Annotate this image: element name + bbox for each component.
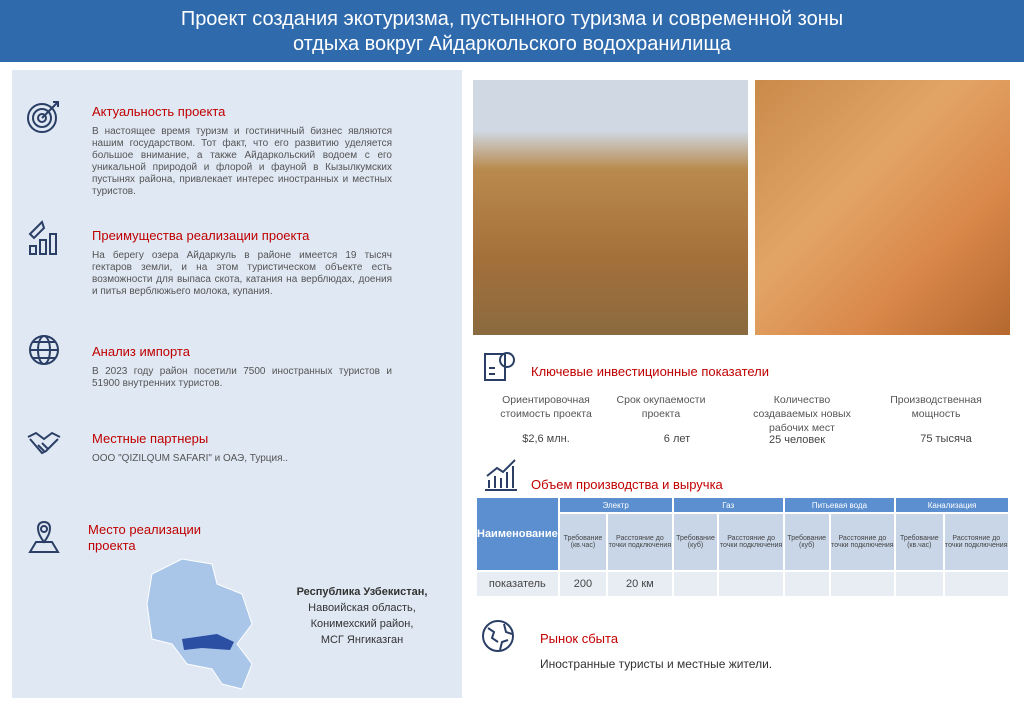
subheader-cell: Требование (куб) bbox=[785, 514, 829, 570]
group-water: Питьевая вода bbox=[785, 498, 894, 512]
market-title: Рынок сбыта bbox=[540, 631, 619, 646]
partners-title: Местные партнеры bbox=[92, 431, 209, 446]
value-cell bbox=[785, 572, 829, 596]
group-gas: Газ bbox=[674, 498, 783, 512]
rocket-chart-icon bbox=[26, 220, 62, 256]
group-sewage: Канализация bbox=[896, 498, 1008, 512]
kpi-label-capacity: Производственная мощность bbox=[890, 394, 982, 420]
import-text: В 2023 году район посетили 7500 иностранных туристов и 51900 внутренних туристов. bbox=[92, 366, 392, 389]
relevance-text: В настоящее время туризм и гостиничный бизнес являются нашим государством. Тот факт, что его развитию уделяется большое внимание, а также Айдаркольский водоем с его уникальной природой и флорой и фауной в Кызылкумских пустынях района, привлекает интерес иностранных и местных туристов. bbox=[92, 126, 392, 197]
title-line-2: отдыха вокруг Айдаркольского водохранилища bbox=[292, 33, 732, 55]
kpi-label-payback: Срок окупаемости проекта bbox=[616, 394, 706, 420]
kpi-value-payback: 6 лет bbox=[663, 433, 691, 445]
kpi-value-cost: $2,6 млн. bbox=[522, 433, 570, 445]
investment-icon bbox=[483, 350, 515, 382]
kpi-label-jobs: Количество создаваемых новых рабочих мест bbox=[753, 394, 851, 434]
growth-chart-icon bbox=[483, 458, 519, 492]
advantages-title: Преимущества реализации проекта bbox=[92, 228, 310, 243]
uzbekistan-map bbox=[142, 554, 262, 694]
subheader-cell: Расстояние до точки подключения bbox=[945, 514, 1008, 570]
value-cell bbox=[831, 572, 894, 596]
value-cell bbox=[896, 572, 942, 596]
globe-icon bbox=[480, 618, 516, 654]
value-cell: 20 км bbox=[608, 572, 671, 596]
kpi-label-cost: Ориентировочная стоимость проекта bbox=[500, 394, 592, 420]
address-region: Навоийская область, bbox=[308, 602, 416, 614]
investment-title: Ключевые инвестиционные показатели bbox=[531, 364, 770, 379]
title-line-1: Проект создания экотуризма, пустынного туризма и современной зоны bbox=[180, 8, 844, 30]
advantages-text: На берегу озера Айдаркуль в районе имеется 19 тысяч гектаров земли, и на этом туристическом объекте есть возможности для выпаса скота, катания на верблюдах, доения и питья верблюжьего молока, купания. bbox=[92, 250, 392, 297]
import-title: Анализ импорта bbox=[92, 344, 190, 359]
address-district: Конимехский район, bbox=[310, 618, 414, 630]
production-table bbox=[475, 496, 1010, 598]
page-header bbox=[0, 0, 1024, 62]
desert-camels-photo bbox=[755, 80, 1010, 335]
partners-text: ООО "QIZILQUM SAFARI" и ОАЭ, Турция.. bbox=[92, 453, 289, 464]
target-icon bbox=[26, 98, 62, 134]
relevance-title: Актуальность проекта bbox=[92, 104, 226, 119]
production-title: Объем производства и выручка bbox=[531, 477, 723, 492]
value-cell bbox=[674, 572, 718, 596]
name-header: Наименование bbox=[477, 498, 558, 570]
map-pin-icon bbox=[26, 518, 62, 554]
value-cell: 200 bbox=[560, 572, 606, 596]
handshake-icon bbox=[26, 425, 62, 461]
location-address bbox=[282, 584, 442, 648]
address-country: Республика Узбекистан, bbox=[296, 586, 428, 598]
value-cell bbox=[945, 572, 1008, 596]
subheader-cell: Расстояние до точки подключения bbox=[608, 514, 671, 570]
yurt-camp-photo bbox=[473, 80, 748, 335]
kpi-value-jobs: 25 человек bbox=[768, 434, 826, 446]
market-text: Иностранные туристы и местные жители. bbox=[540, 657, 773, 671]
subheader-cell: Требование (кв.час) bbox=[560, 514, 606, 570]
kpi-value-capacity: 75 тысяча bbox=[920, 433, 972, 445]
subheader-cell: Расстояние до точки подключения bbox=[719, 514, 782, 570]
globe-network-icon bbox=[26, 332, 62, 368]
group-electricity: Электр bbox=[560, 498, 672, 512]
subheader-cell: Требование (куб) bbox=[674, 514, 718, 570]
value-cell bbox=[719, 572, 782, 596]
left-panel bbox=[12, 70, 462, 698]
address-village: МСГ Янгиказган bbox=[320, 634, 404, 646]
subheader-cell: Требование (кв.час) bbox=[896, 514, 942, 570]
subheader-cell: Расстояние до точки подключения bbox=[831, 514, 894, 570]
location-title: Место реализации проекта bbox=[88, 522, 202, 553]
row-label: показатель bbox=[477, 572, 558, 596]
